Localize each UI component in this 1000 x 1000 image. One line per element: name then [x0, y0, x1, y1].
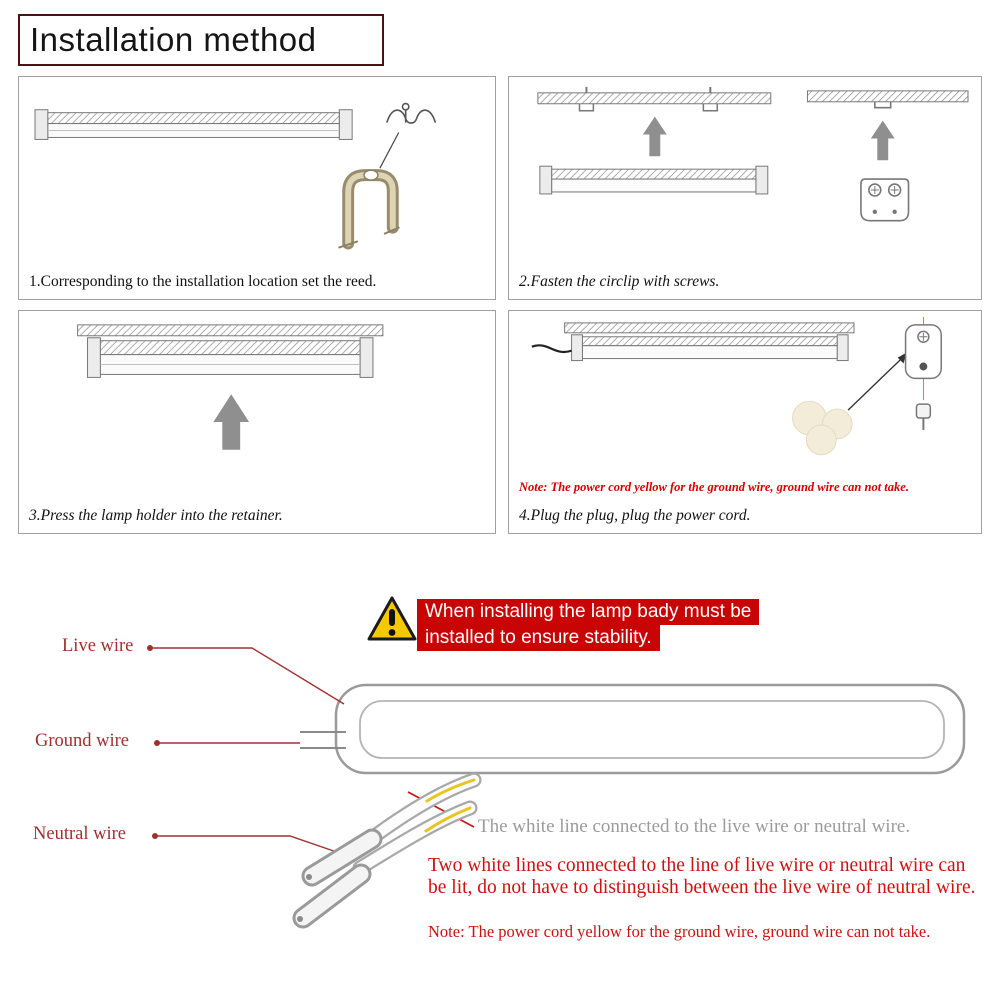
led-tube-drawing: [35, 110, 352, 140]
page-title: Installation method: [30, 21, 317, 58]
socket-plate-drawing: [906, 317, 942, 430]
ceiling-bar: [78, 325, 383, 336]
step2-drawing: [509, 77, 981, 299]
lamp-body-drawing: [300, 685, 964, 773]
led-tube-drawing: [572, 335, 849, 361]
wire-label-live: Live wire: [62, 636, 134, 656]
step3-caption: 3.Press the lamp holder into the retainer.: [29, 507, 283, 524]
wire-label-ground: Ground wire: [35, 731, 130, 751]
pointer-arrow: [848, 353, 906, 410]
metal-reed-drawing: [339, 170, 398, 247]
panel-step-2: [508, 76, 982, 300]
step4-drawing: [509, 311, 981, 533]
ceiling-bar: [565, 323, 854, 333]
up-arrow-icon: [643, 117, 667, 157]
step4-ground-note: Note: The power cord yellow for the ground wire, ground wire can not take.: [519, 480, 909, 494]
up-arrow-icon: [213, 394, 249, 450]
led-tube-drawing: [88, 338, 373, 378]
warning-line-2: installed to ensure stability.: [417, 625, 660, 651]
ceiling-bar-left: [538, 87, 771, 111]
panel-step-3: [18, 310, 496, 534]
white-line-note: The white line connected to the live wire or neutral wire.: [478, 816, 911, 837]
step1-caption: 1.Corresponding to the installation location set the reed.: [29, 273, 377, 290]
power-connector-drawing: [297, 780, 474, 922]
two-white-lines-note: Two white lines connected to the line of live wire or neutral wire can be lit, do not have to distinguish between the live wire of neutral wire.: [428, 855, 976, 899]
warning-line-1: When installing the lamp bady must be: [417, 599, 759, 625]
step2-caption: 2.Fasten the circlip with screws.: [519, 273, 720, 290]
panel-step-1: [18, 76, 496, 300]
wall-plug-blobs: [793, 401, 852, 455]
reed-clip-icon: [387, 104, 436, 124]
ceiling-bar-right: [807, 91, 968, 108]
ground-wire-note: Note: The power cord yellow for the ground wire, ground wire can not take.: [428, 922, 931, 941]
up-arrow-icon: [871, 121, 895, 161]
page-title-box: [18, 14, 384, 66]
step4-caption: 4.Plug the plug, plug the power cord.: [519, 507, 751, 524]
pointer-line: [380, 133, 399, 169]
step1-drawing: [19, 77, 495, 299]
circlip-screws-drawing: [861, 179, 909, 221]
panel-step-4: [508, 310, 982, 534]
wire-label-neutral: Neutral wire: [33, 824, 126, 844]
step3-drawing: [19, 311, 495, 533]
wire-pointer-lines: [147, 645, 354, 858]
led-tube-drawing: [540, 166, 768, 194]
power-cord-drawing: [532, 345, 572, 352]
